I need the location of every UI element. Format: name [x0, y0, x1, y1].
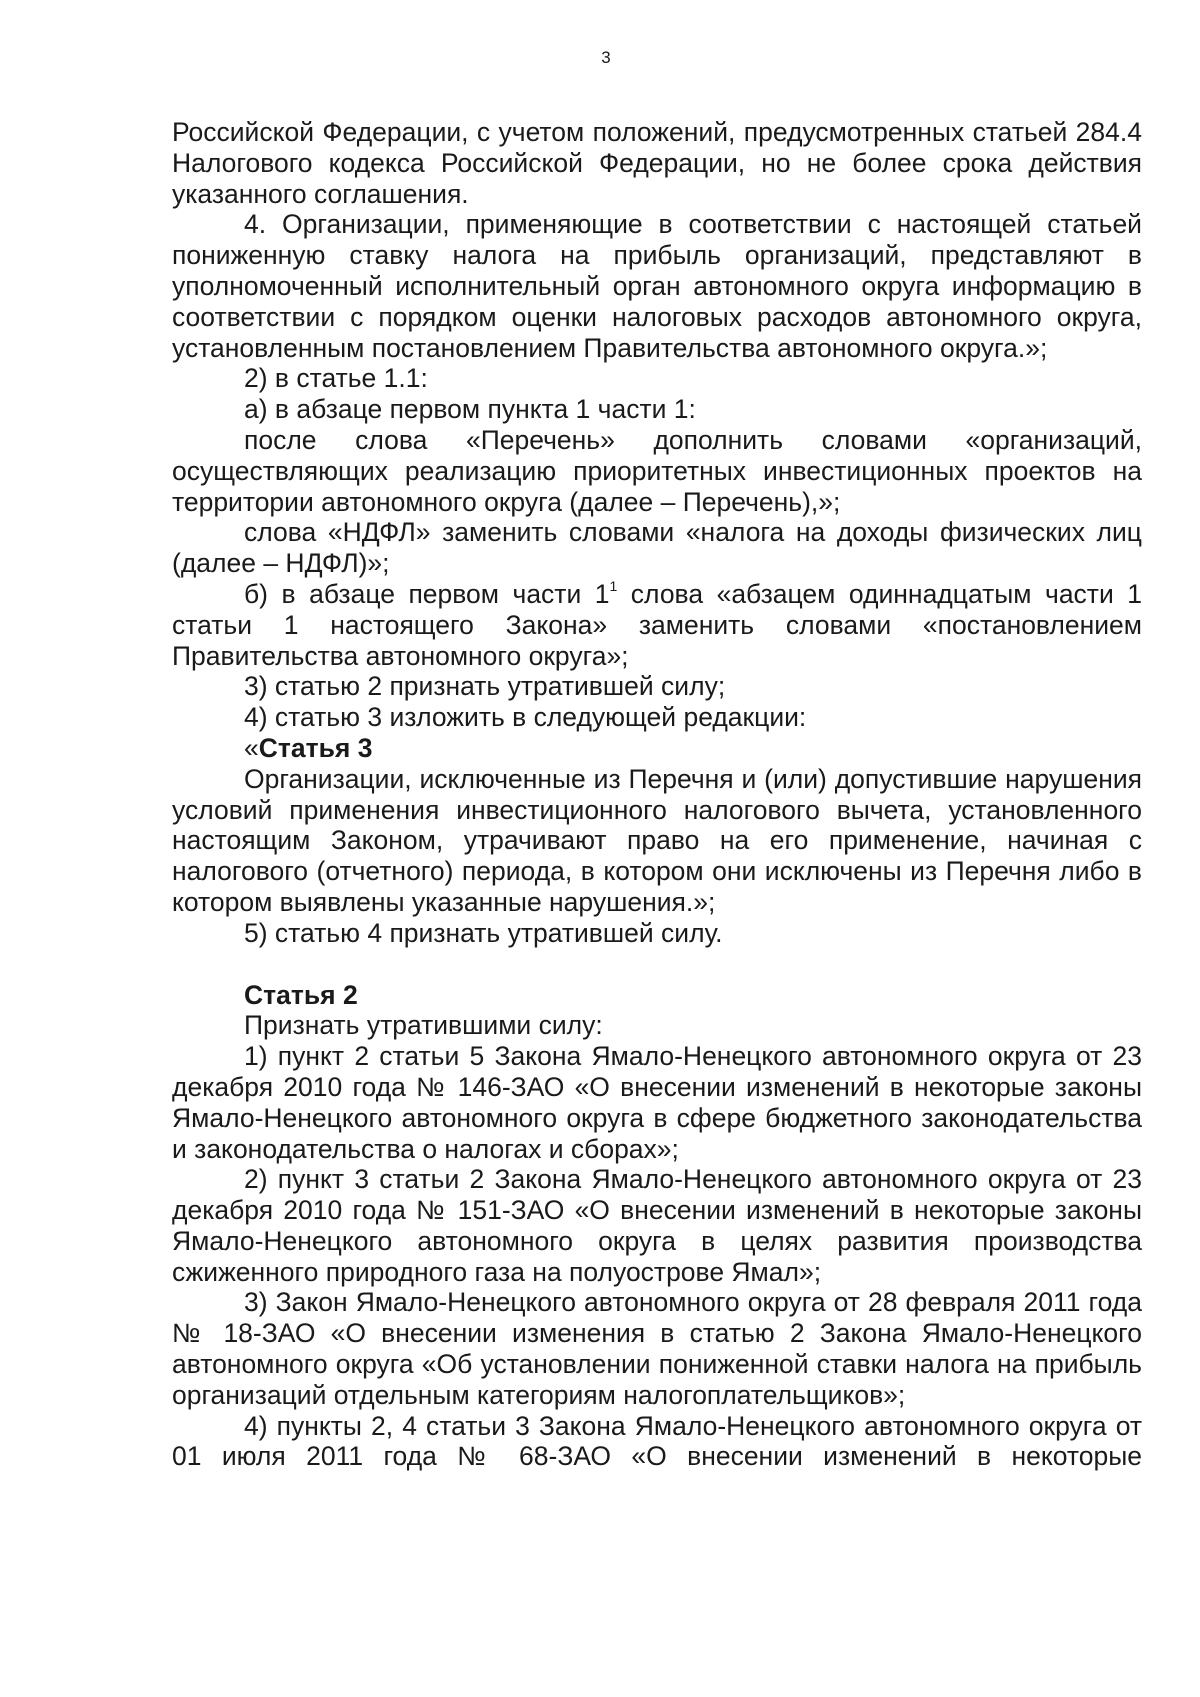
repeal-item-4: 4) пункты 2, 4 статьи 3 Закона Ямало-Ненецкого автономного округа от 01 июля 2011 года № 68-ЗАО «О внесении изменений в некоторые [172, 1410, 1142, 1472]
article-3-title: Статья 3 [258, 732, 373, 763]
paragraph-ndfl: слова «НДФЛ» заменить словами «налога на доходы физических лиц (далее – НДФЛ)»; [172, 517, 1142, 579]
paragraph-item-3: 3) статью 2 признать утратившей силу; [244, 671, 726, 702]
paragraph-subitem-b-start: б) в абзаце первом части 1 [244, 578, 610, 609]
article-3-text: Организации, исключенные из Перечня и (или) допустившие нарушения условий применения инвестиционного налогового вычета, установленного настоящим Законом, утрачивают право на его применение, начиная с налогового (отчетного) периода, в котором они исключены из Перечня либо в котором выявлены указанные нарушения.»; [172, 763, 1142, 917]
repeal-item-1: 1) пункт 2 статьи 5 Закона Ямало-Ненецкого автономного округа от 23 декабря 2010 года № 146-ЗАО «О внесении изменений в некоторые законы Ямало-Ненецкого автономного округа в сфере бюджетного законодательства и законодательства о налогах и сборах»; [172, 1041, 1142, 1164]
paragraph-subitem-b-end: слова «абзацем одиннадцатым части 1 статьи 1 настоящего Закона» заменить словами «постановлением Правительства автономного округа»; [172, 578, 1142, 671]
paragraph-item-4: 4. Организации, применяющие в соответствии с настоящей статьей пониженную ставку налога на прибыль организаций, представляют в уполномоченный исполнительный орган автономного округа информацию в соответствии с порядком оценки налоговых расходов автономного округа, установленным постановлением Правительства автономного округа.»; [172, 209, 1142, 363]
paragraph-subitem-b [172, 579, 1142, 671]
article-2-intro: Признать утратившими силу: [244, 1010, 603, 1041]
article-2-heading: Статья 2 [244, 979, 358, 1010]
paragraph-item-2: 2) в статье 1.1: [244, 363, 428, 394]
document-body [172, 117, 1142, 1472]
article-3-heading [172, 733, 1142, 764]
paragraph-item-5: 5) статью 4 признать утратившей силу. [244, 917, 723, 948]
paragraph-after-word: после слова «Перечень» дополнить словами «организаций, осуществляющих реализацию приоритетных инвестиционных проектов на территории автономного округа (далее – Перечень),»; [172, 424, 1142, 517]
paragraph-continuation: Российской Федерации, с учетом положений, предусмотренных статьей 284.4 Налогового кодекса Российской Федерации, но не более срока действия указанного соглашения. [172, 117, 1142, 209]
paragraph-item-4-edit: 4) статью 3 изложить в следующей редакции: [244, 702, 807, 733]
superscript-mark: 1 [609, 578, 618, 595]
repeal-item-3: 3) Закон Ямало-Ненецкого автономного округа от 28 февраля 2011 года № 18-ЗАО «О внесении изменения в статью 2 Закона Ямало-Ненецкого автономного округа «Об установлении пониженной ставки налога на прибыль организаций отдельным категориям налогоплательщиков»; [172, 1287, 1142, 1410]
section-gap [172, 949, 1142, 980]
repeal-item-2: 2) пункт 3 статьи 2 Закона Ямало-Ненецкого автономного округа от 23 декабря 2010 года № 151-ЗАО «О внесении изменений в некоторые законы Ямало-Ненецкого автономного округа в целях развития производства сжиженного природного газа на полуострове Ямал»; [172, 1164, 1142, 1287]
paragraph-subitem-a: а) в абзаце первом пункта 1 части 1: [244, 394, 696, 425]
opening-quote: « [244, 732, 259, 763]
page-number: 3 [601, 48, 611, 67]
